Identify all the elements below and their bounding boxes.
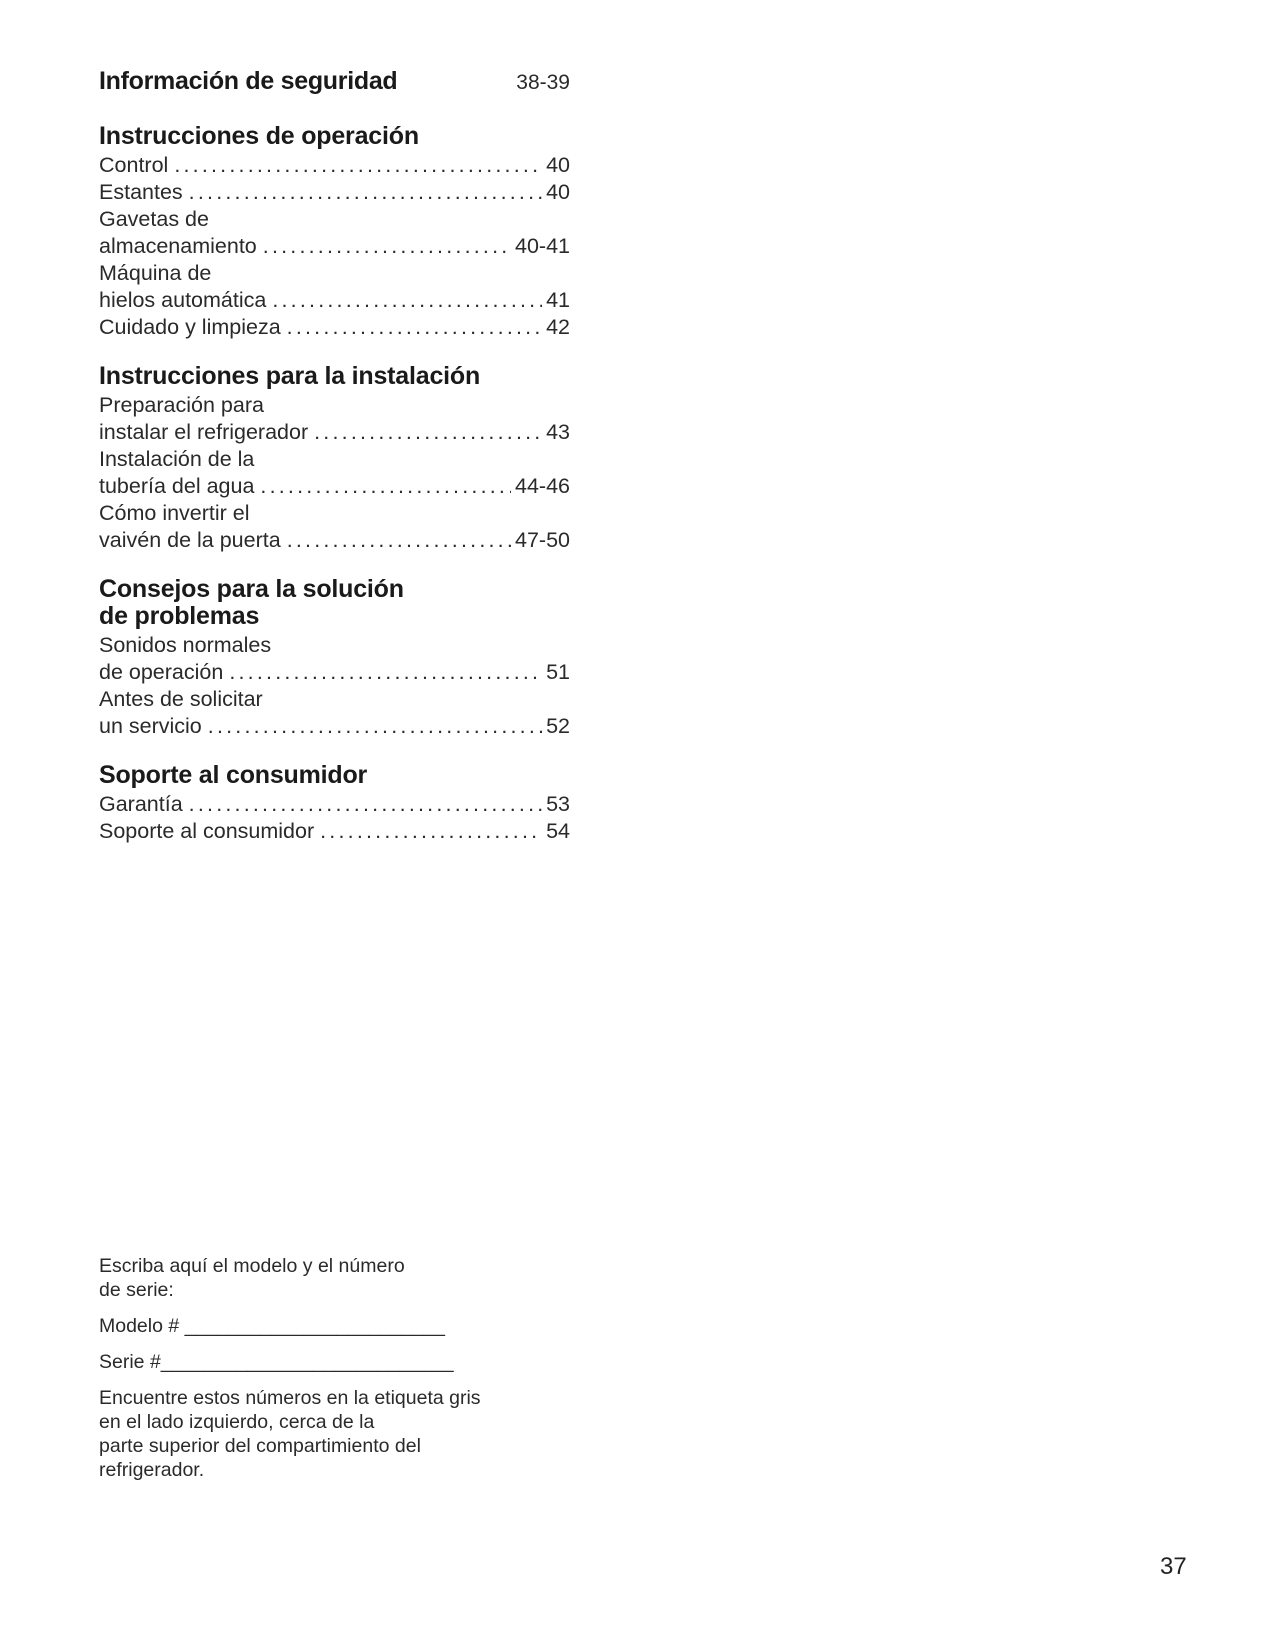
- toc-entry-icemaker[interactable]: [99, 260, 570, 314]
- toc-entry-label: Cuidado y limpieza: [99, 315, 281, 339]
- dot-leader: [208, 713, 542, 740]
- note-line: en el lado izquierdo, cerca de la: [99, 1411, 375, 1433]
- toc-entry-page: 40: [546, 180, 570, 204]
- note-line: refrigerador.: [99, 1459, 205, 1481]
- toc-entry-consumer-support[interactable]: [99, 818, 570, 845]
- toc-entry-water-line[interactable]: [99, 446, 570, 500]
- toc-entry-label: Soporte al consumidor: [99, 819, 315, 843]
- dot-leader: [229, 659, 542, 686]
- dot-leader: [314, 419, 542, 446]
- toc-entry-pre: Antes de solicitar: [99, 687, 263, 711]
- toc-entry-label: Control: [99, 153, 169, 177]
- toc-entry-page: 53: [546, 792, 570, 816]
- section-title-consumer-support[interactable]: Soporte al consumidor: [99, 761, 368, 789]
- toc-entry-pre: Sonidos normales: [99, 633, 272, 657]
- toc-entry-page: 42: [546, 315, 570, 339]
- toc-entry-normal-sounds[interactable]: [99, 632, 570, 686]
- label-location-note: [99, 1386, 519, 1482]
- toc-entry-page: 40-41: [515, 234, 570, 258]
- toc-entry-pre: Instalación de la: [99, 447, 255, 471]
- toc-entry-control[interactable]: [99, 152, 570, 179]
- toc-entry-before-service[interactable]: [99, 686, 570, 740]
- toc-entry-label: Estantes: [99, 180, 183, 204]
- toc-entry-warranty[interactable]: [99, 791, 570, 818]
- toc-entry-line: [99, 527, 570, 554]
- toc-entry-label: Garantía: [99, 792, 183, 816]
- toc-entry-line: [99, 473, 570, 500]
- toc-entry-label: almacenamiento: [99, 234, 257, 258]
- dot-leader: [189, 791, 542, 818]
- toc-section-consumer-support: [99, 762, 570, 845]
- model-serial-intro: [99, 1254, 519, 1302]
- intro-line: Escriba aquí el modelo y el número: [99, 1255, 405, 1277]
- section-title-installation[interactable]: Instrucciones para la instalación: [99, 362, 481, 390]
- section-title-troubleshooting[interactable]: [99, 576, 570, 630]
- toc-entry-shelves[interactable]: [99, 179, 570, 206]
- dot-leader: [174, 152, 542, 179]
- toc-entry-page: 51: [546, 660, 570, 684]
- page-ref-safety[interactable]: 38-39: [516, 71, 570, 94]
- dot-leader: [287, 527, 511, 554]
- section-title-line: Consejos para la solución: [99, 575, 404, 603]
- note-line: Encuentre estos números en la etiqueta gris: [99, 1387, 481, 1409]
- dot-leader: [263, 233, 511, 260]
- section-title-operation[interactable]: Instrucciones de operación: [99, 122, 419, 150]
- toc-entry-page: 40: [546, 153, 570, 177]
- model-number-field[interactable]: Modelo # ________________________: [99, 1315, 445, 1337]
- toc-entry-door-swing[interactable]: [99, 500, 570, 554]
- toc-entry-line: [99, 818, 570, 845]
- page-number: 37: [1160, 1553, 1187, 1580]
- toc-entry-page: 43: [546, 420, 570, 444]
- toc-section-operation: [99, 123, 570, 341]
- toc-entry-label: de operación: [99, 660, 224, 684]
- toc-entry-page: 47-50: [515, 528, 570, 552]
- toc-header: [99, 66, 570, 97]
- toc-entry-page: 52: [546, 714, 570, 738]
- toc-entry-page: 44-46: [515, 474, 570, 498]
- toc-entry-pre: Gavetas de: [99, 207, 209, 231]
- model-serial-record: [99, 1254, 519, 1482]
- toc-entry-storage-drawers[interactable]: [99, 206, 570, 260]
- toc-entry-line: [99, 314, 570, 341]
- note-line: parte superior del compartimiento del: [99, 1435, 421, 1457]
- toc-entry-page: 54: [546, 819, 570, 843]
- toc-entry-label: un servicio: [99, 714, 202, 738]
- toc-section-installation: [99, 363, 570, 554]
- toc-entry-pre: Cómo invertir el: [99, 501, 250, 525]
- section-title-safety[interactable]: Información de seguridad: [99, 67, 398, 95]
- toc-entry-label: tubería del agua: [99, 474, 255, 498]
- toc-entry-line: [99, 287, 570, 314]
- table-of-contents: [99, 66, 570, 867]
- toc-entry-pre: Preparación para: [99, 393, 264, 417]
- toc-entry-label: vaivén de la puerta: [99, 528, 281, 552]
- toc-entry-line: [99, 791, 570, 818]
- dot-leader: [260, 473, 511, 500]
- toc-entry-line: [99, 152, 570, 179]
- toc-entry-line: [99, 233, 570, 260]
- toc-entry-label: instalar el refrigerador: [99, 420, 309, 444]
- section-title-line: de problemas: [99, 602, 260, 630]
- toc-section-troubleshooting: [99, 576, 570, 740]
- dot-leader: [189, 179, 542, 206]
- toc-entry-line: [99, 659, 570, 686]
- dot-leader: [287, 314, 542, 341]
- dot-leader: [272, 287, 542, 314]
- toc-entry-line: [99, 713, 570, 740]
- serial-number-field[interactable]: Serie #___________________________: [99, 1351, 454, 1373]
- toc-entry-page: 41: [546, 288, 570, 312]
- toc-entry-preparation[interactable]: [99, 392, 570, 446]
- toc-entry-line: [99, 179, 570, 206]
- toc-entry-pre: Máquina de: [99, 261, 212, 285]
- intro-line: de serie:: [99, 1279, 174, 1301]
- toc-entry-line: [99, 419, 570, 446]
- toc-entry-care-cleaning[interactable]: [99, 314, 570, 341]
- dot-leader: [320, 818, 542, 845]
- toc-entry-label: hielos automática: [99, 288, 267, 312]
